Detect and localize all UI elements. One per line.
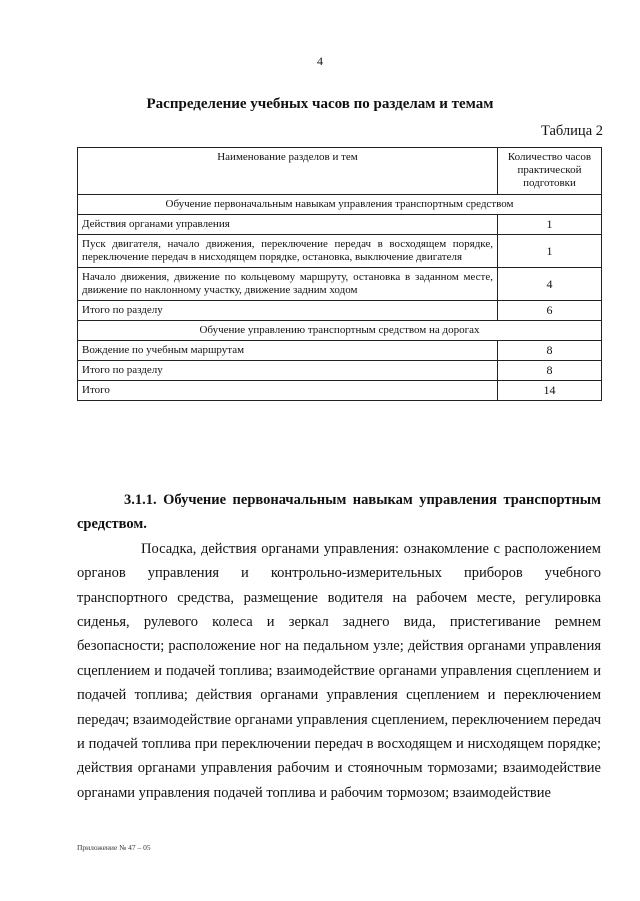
header-hours: Количество часов практической подготовки (498, 148, 602, 195)
table-row (78, 381, 602, 401)
hours-value: 8 (498, 361, 602, 381)
hours-value: 6 (498, 301, 602, 321)
topic-name: Итого по разделу (78, 301, 498, 321)
table-row (78, 341, 602, 361)
section-title: Обучение первоначальным навыкам управления транспортным средством (78, 195, 602, 215)
table-section-row (78, 195, 602, 215)
topic-name: Итого по разделу (78, 361, 498, 381)
topic-name: Пуск двигателя, начало движения, переключение передач в восходящем порядке, переключение передач в нисходящем порядке, остановка, выключение двигателя (78, 235, 498, 268)
table-label: Таблица 2 (540, 123, 603, 139)
table-section-row (78, 321, 602, 341)
hours-value: 8 (498, 341, 602, 361)
table-row (78, 235, 602, 268)
section-heading: 3.1.1. Обучение первоначальным навыкам управления транспортным средством. (77, 492, 601, 533)
page-title: Распределение учебных часов по разделам и темам (146, 96, 494, 112)
topic-name: Итого (78, 381, 498, 401)
body-paragraph: Посадка, действия органами управления: ознакомление с расположением органов управления и контрольно-измерительных приборов учебного транспортного средства, размещение водителя на рабочем месте, регулировка сиденья, рулевого колеса и зеркал заднего вида, пристегивание ремнем безопасности; расположение ног на педальном узле; действия органами управления сцеплением и подачей топлива; взаимодействие органами управления сцеплением и подачей топлива; действия органами управления сцеплением и переключением передач; взаимодействие органами управления сцеплением, переключением передач и подачей топлива при переключении передач в восходящем и нисходящем порядке; действия органами управления рабочим и стояночным тормозами; взаимодействие органами управления подачей топлива и рабочим тормозом; взаимодействие (77, 540, 601, 801)
table-row (78, 268, 602, 301)
hours-value: 4 (498, 268, 602, 301)
section-title: Обучение управлению транспортным средством на дорогах (78, 321, 602, 341)
page-number: 4 (317, 54, 323, 68)
topic-name: Действия органами управления (78, 215, 498, 235)
footer-note: Приложение № 47 – 05 (77, 843, 151, 852)
table-row (78, 215, 602, 235)
hours-value: 1 (498, 235, 602, 268)
table-header-row (78, 148, 602, 195)
table-row (78, 301, 602, 321)
hours-table (77, 147, 602, 401)
hours-value: 14 (498, 381, 602, 401)
topic-name: Начало движения, движение по кольцевому маршруту, остановка в заданном месте, движение по наклонному участку, движение задним ходом (78, 268, 498, 301)
table-row (78, 361, 602, 381)
body-text (77, 488, 601, 805)
header-topic-name: Наименование разделов и тем (78, 148, 498, 195)
hours-value: 1 (498, 215, 602, 235)
table-body (78, 195, 602, 401)
topic-name: Вождение по учебным маршрутам (78, 341, 498, 361)
